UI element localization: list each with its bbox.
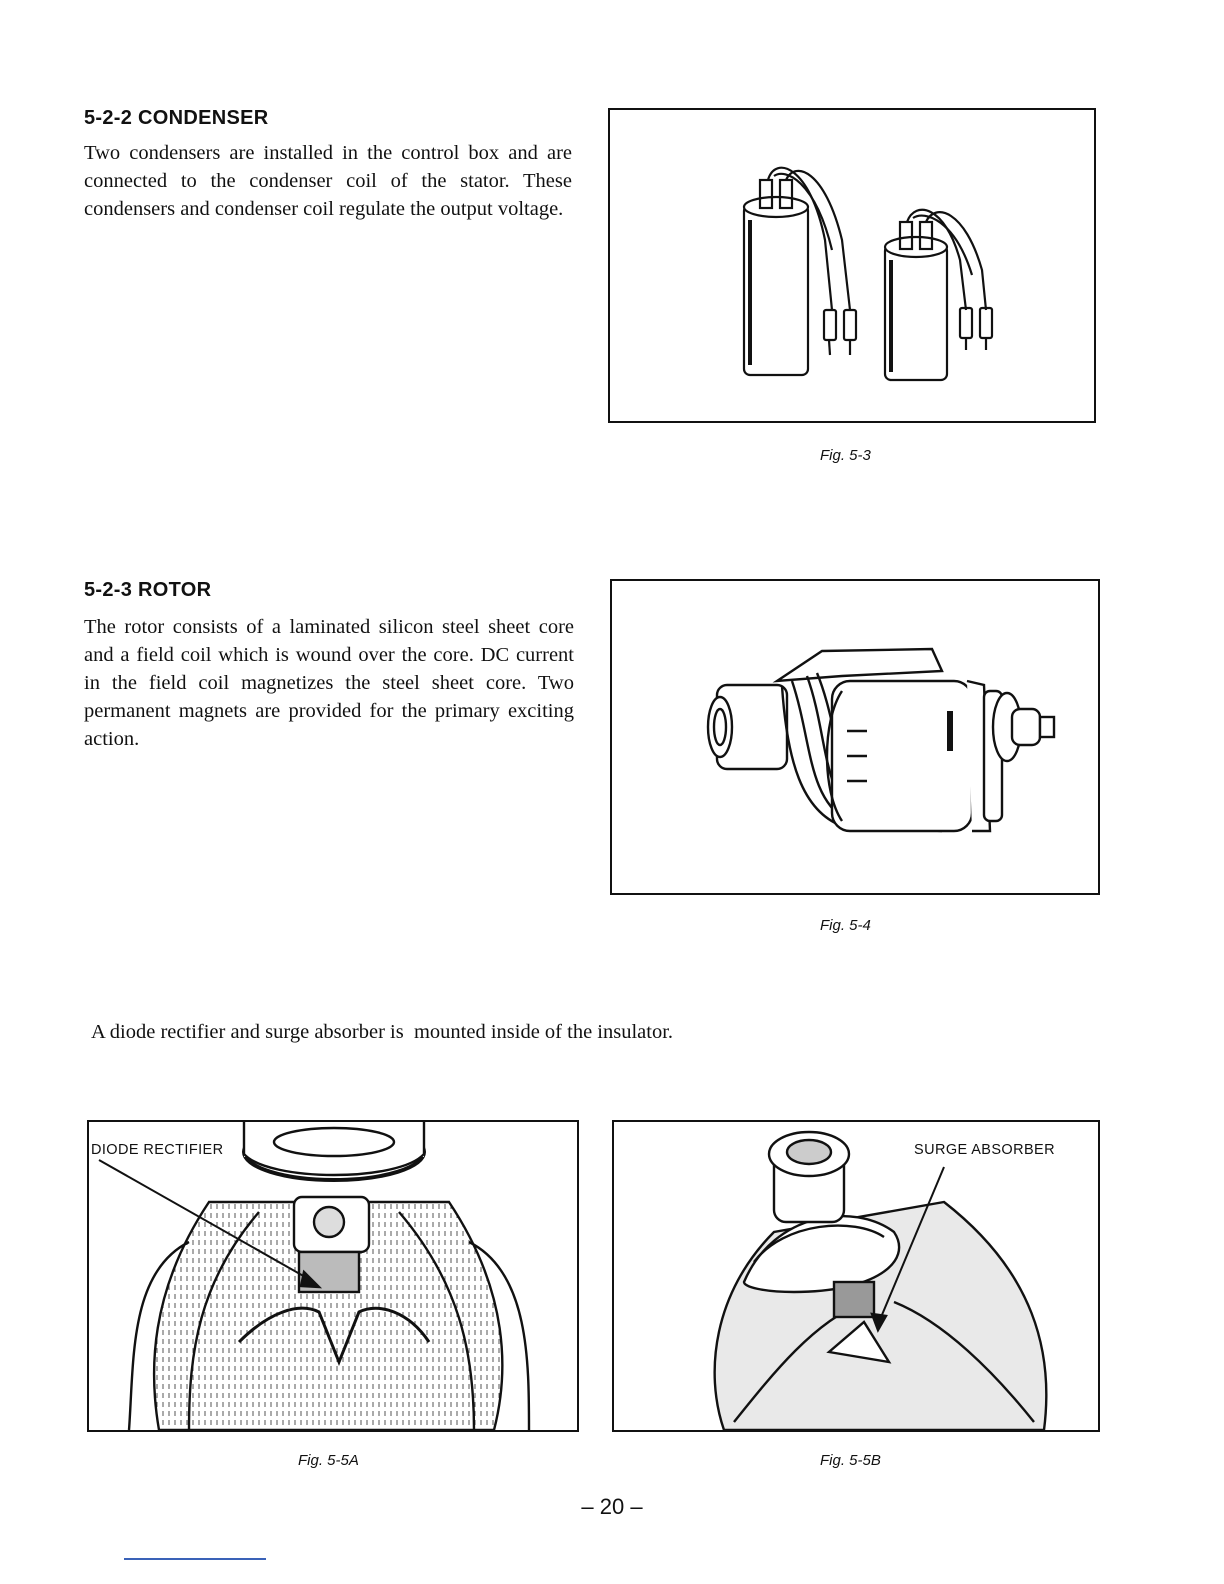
section-heading-rotor: 5-2-3 ROTOR bbox=[84, 579, 212, 601]
figure-caption-5-5a: Fig. 5-5A bbox=[298, 1452, 359, 1469]
surge-absorber-photo-icon bbox=[614, 1122, 1098, 1430]
figure-condensers bbox=[608, 108, 1096, 423]
condenser-paragraph: Two condensers are installed in the control box and are connected to the condenser coil of the stator. These condensers and condenser coil regulate the output voltage. bbox=[84, 142, 572, 220]
diode-rectifier-photo-icon bbox=[89, 1122, 577, 1430]
diode-rectifier-label: DIODE RECTIFIER bbox=[91, 1142, 224, 1158]
figure-caption-5-5b: Fig. 5-5B bbox=[820, 1452, 881, 1469]
rotor-paragraph: The rotor consists of a laminated silicon steel sheet core and a field coil which is wound over the core. DC current in the field coil magnetizes the steel sheet core. Two permanent magnets are provided for the primary exciting action. bbox=[84, 616, 574, 750]
figure-caption-5-3: Fig. 5-3 bbox=[820, 447, 871, 464]
figure-diode-rectifier bbox=[87, 1120, 579, 1432]
footer-rule bbox=[124, 1558, 266, 1560]
rotor-illustration-icon bbox=[612, 581, 1098, 893]
condenser-illustration-icon bbox=[610, 110, 1094, 421]
figure-caption-5-4: Fig. 5-4 bbox=[820, 917, 871, 934]
surge-absorber-label: SURGE ABSORBER bbox=[914, 1142, 1055, 1158]
diode-note: A diode rectifier and surge absorber is mounted inside of the insulator. bbox=[91, 1021, 674, 1043]
figure-rotor bbox=[610, 579, 1100, 895]
figure-surge-absorber bbox=[612, 1120, 1100, 1432]
page-number: – 20 – bbox=[581, 1494, 643, 1519]
section-heading-condenser: 5-2-2 CONDENSER bbox=[84, 107, 269, 129]
